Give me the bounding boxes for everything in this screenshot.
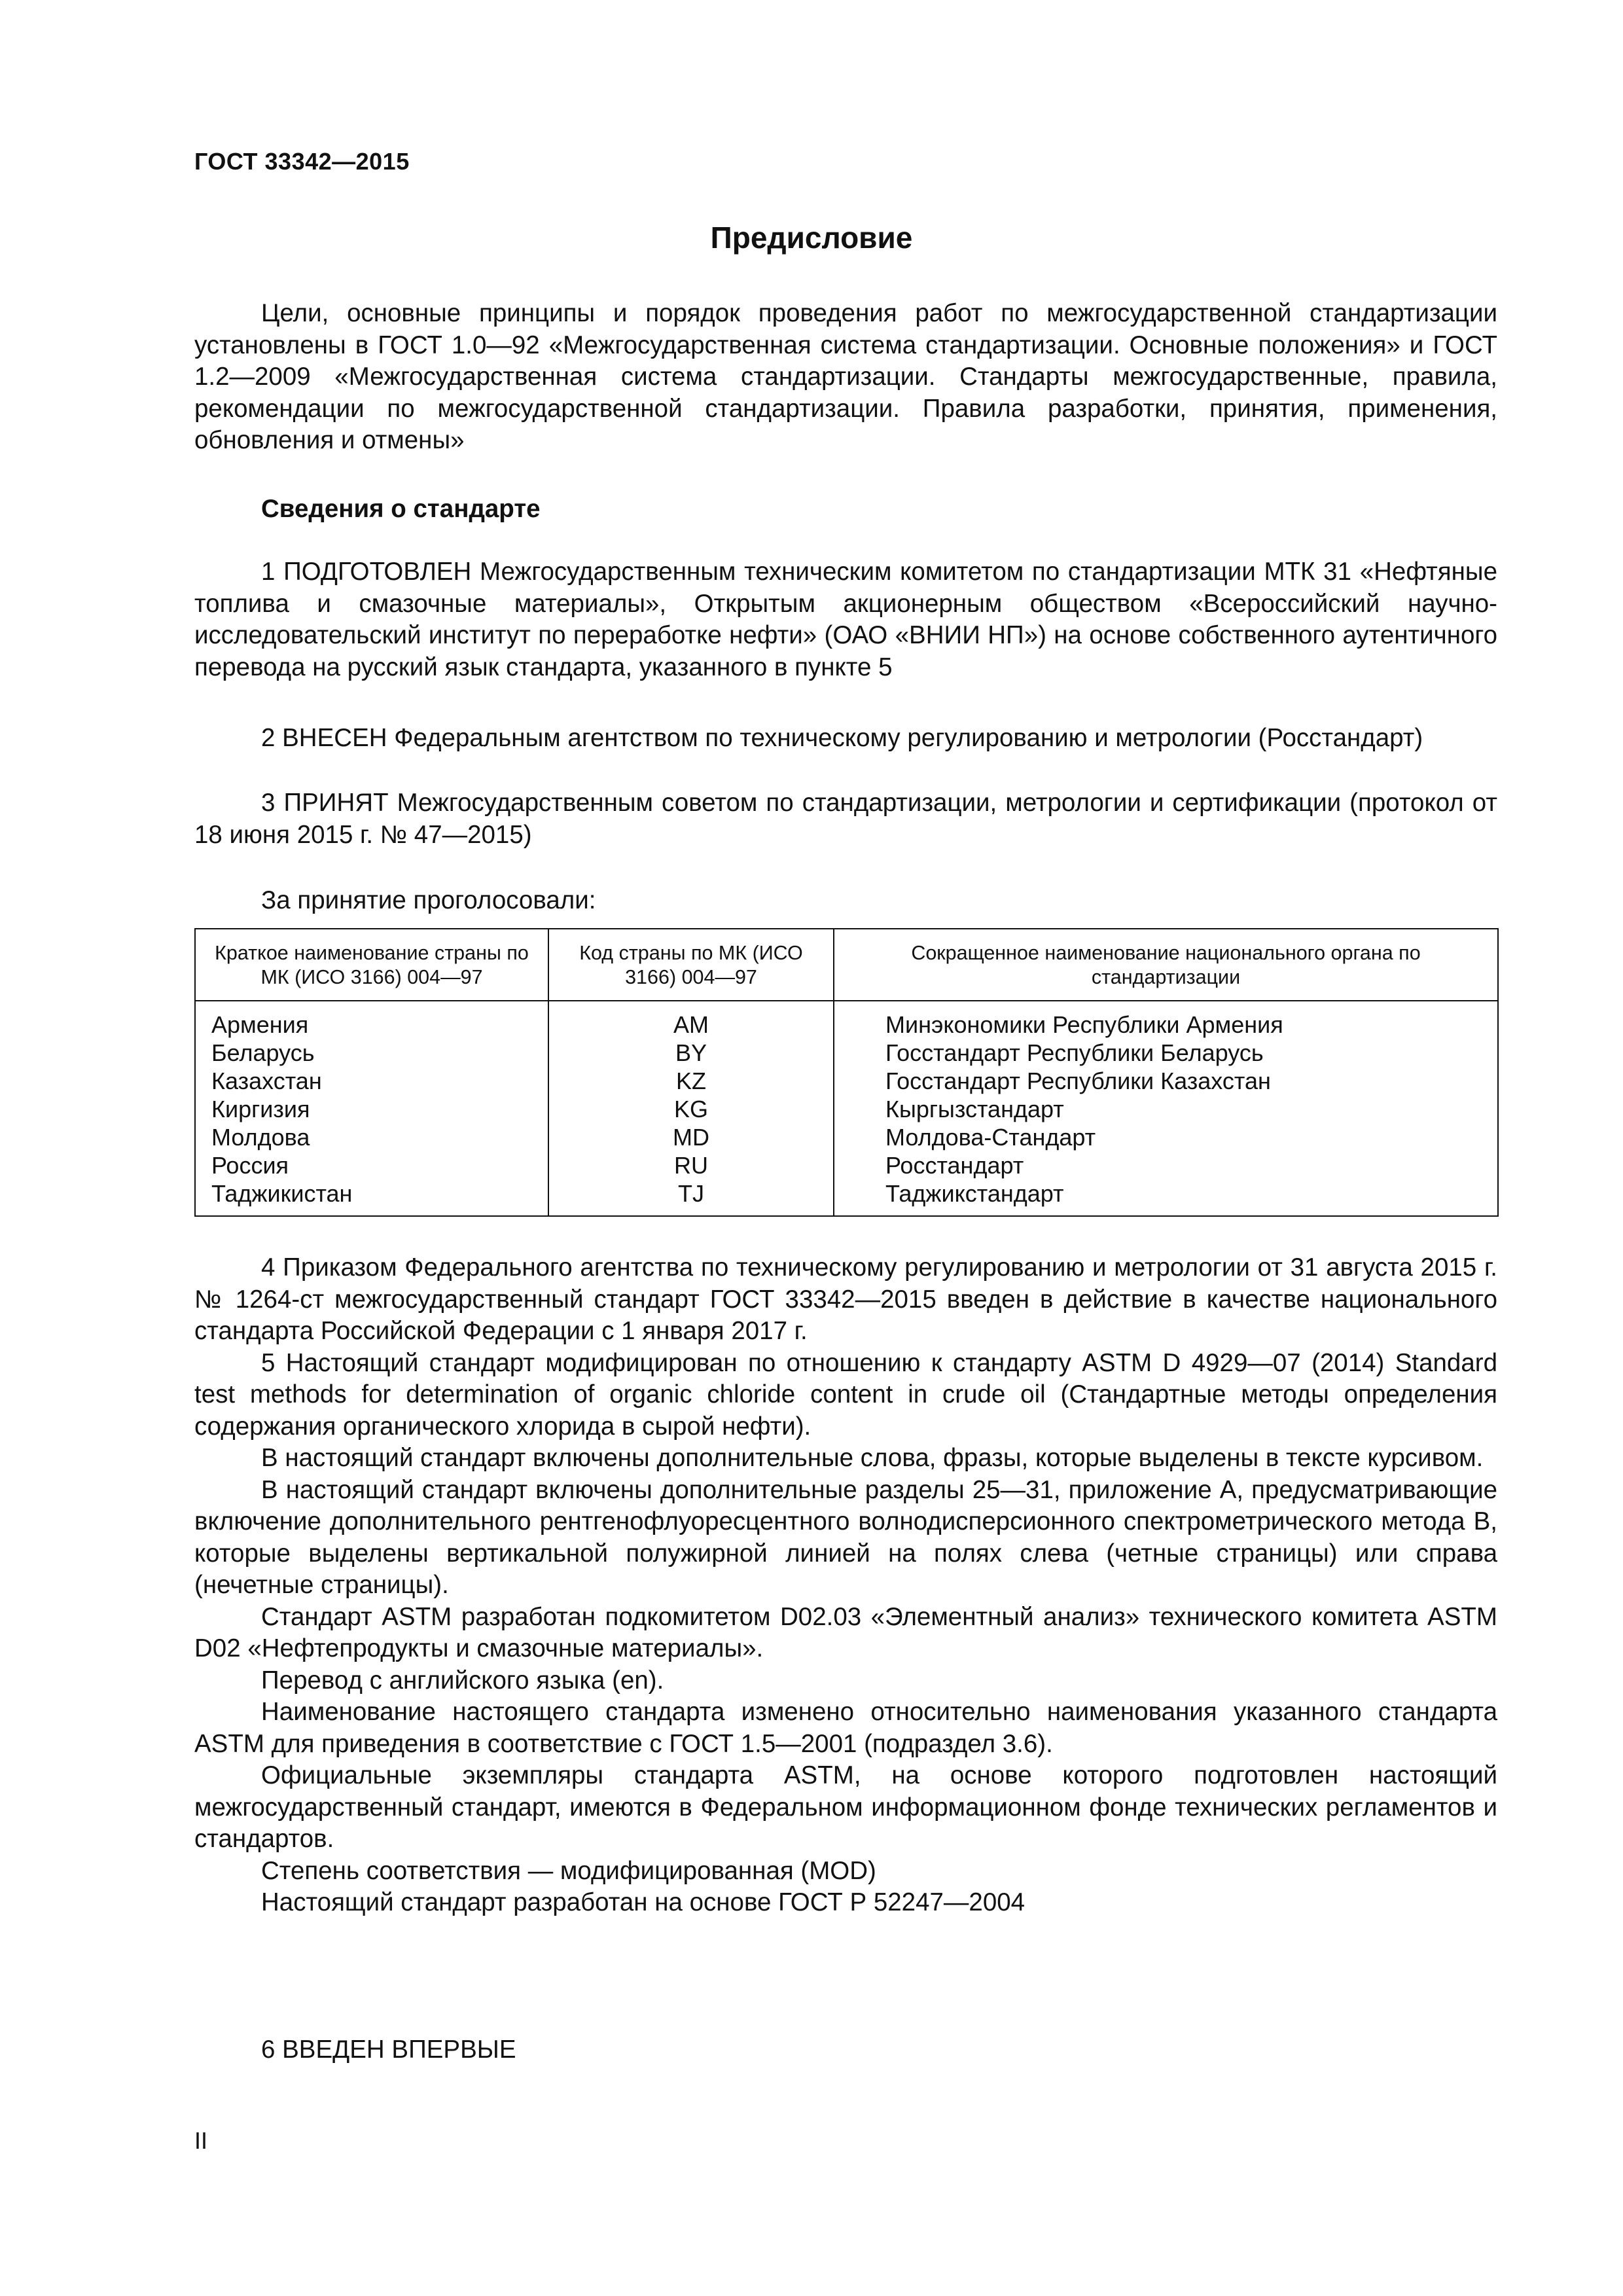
item-1-paragraph: 1 ПОДГОТОВЛЕН Межгосударственным техническим комитетом по стандартизации МТК 31 «Нефтяные топлива и смазочные материалы», Открытым акционерным обществом «Всероссийский научно-исследовательский институт по переработке нефти» (ОАО «ВНИИ НП») на основе собственного аутентичного перевода на русский язык стандарта, указанного в пункте 5	[194, 558, 1497, 681]
vote-intro-text: За принятие проголосовали:	[261, 886, 596, 914]
national-body: Росстандарт	[885, 1152, 1024, 1179]
intro-paragraph: Цели, основные принципы и порядок проведения работ по межгосударственной стандартизации установлены в ГОСТ 1.0—92 «Межгосударственная система стандартизации. Основные положения» и ГОСТ 1.2—2009 «Межгосударственная система стандартизации. Стандарты межгосударственные, правила, рекомендации по межгосударственной стандартизации. Правила разработки, принятия, применения, обновления и отмены»	[194, 299, 1497, 454]
item-2-block	[194, 723, 1497, 755]
header-country-code: Код страны по МК (ИСО 3166) 004—97	[548, 929, 834, 1001]
page-title: Предисловие	[710, 221, 913, 255]
country-name: Молдова	[211, 1124, 310, 1151]
country-name: Таджикистан	[211, 1180, 353, 1207]
table-body-row	[195, 1001, 1498, 1216]
country-codes-cell	[548, 1001, 834, 1216]
section-heading: Сведения о стандарте	[261, 495, 541, 523]
country-name: Киргизия	[211, 1096, 310, 1122]
intro-section	[194, 298, 1497, 457]
header-national-body: Сокращенное наименование национального органа по стандартизации	[834, 929, 1498, 1001]
voting-table	[194, 928, 1499, 1217]
item-2-paragraph: 2 ВНЕСЕН Федеральным агентством по техническому регулированию и метрологии (Росстандарт)	[261, 724, 1423, 752]
later-items-block	[194, 1252, 1497, 1919]
country-code: MD	[673, 1124, 709, 1151]
page-number: II	[194, 2127, 208, 2154]
item-3-block	[194, 787, 1497, 851]
table-header-row	[195, 929, 1498, 1001]
country-names-cell	[195, 1001, 548, 1216]
astm-developed-paragraph: Стандарт ASTM разработан подкомитетом D02.03 «Элементный анализ» технического комитета ASTM D02 «Нефтепродукты и смазочные материалы».	[194, 1602, 1497, 1662]
name-changed-paragraph: Наименование настоящего стандарта изменено относительно наименования указанного стандарта ASTM для приведения в соответствие с ГОСТ 1.5—2001 (подраздел 3.6).	[194, 1698, 1497, 1758]
country-name: Беларусь	[211, 1039, 315, 1066]
country-name: Казахстан	[211, 1067, 322, 1094]
item-6-block	[194, 2034, 1497, 2066]
item-1-block	[194, 556, 1497, 683]
item-5-paragraph: 5 Настоящий стандарт модифицирован по отношению к стандарту ASTM D 4929—07 (2014) Standard test methods for determination of organic chloride content in crude oil (Стандартные методы определения содержания органического хлорида в сырой нефти).	[194, 1348, 1497, 1441]
national-bodies-cell	[834, 1001, 1498, 1216]
basis-paragraph: Настоящий стандарт разработан на основе ГОСТ Р 52247—2004	[261, 1888, 1026, 1916]
country-name: Россия	[211, 1152, 289, 1179]
country-name: Армения	[211, 1011, 309, 1038]
standard-info-heading-block	[194, 493, 1497, 526]
country-code: TJ	[678, 1180, 704, 1207]
national-body: Молдова-Стандарт	[885, 1124, 1096, 1151]
country-code: KG	[673, 1096, 708, 1122]
degree-of-conformity-paragraph: Степень соответствия — модифицированная (MOD)	[261, 1856, 876, 1885]
additional-sections-paragraph: В настоящий стандарт включены дополнительные разделы 25—31, приложение А, предусматривающие включение дополнительного рентгенофлуоресцентного волнодисперсионного спектрометрического метода В, которые выделены вертикальной полужирной линией на полях слева (четные страницы) или справа (нечетные страницы).	[194, 1475, 1497, 1599]
header-country-name: Краткое наименование страны по МК (ИСО 3166) 004—97	[195, 929, 548, 1001]
country-code: BY	[675, 1039, 707, 1066]
item-3-paragraph: 3 ПРИНЯТ Межгосударственным советом по стандартизации, метрологии и сертификации (протокол от 18 июня 2015 г. № 47—2015)	[194, 789, 1497, 849]
country-code: RU	[674, 1152, 708, 1179]
country-code: KZ	[675, 1067, 706, 1094]
national-body: Госстандарт Республики Казахстан	[885, 1067, 1271, 1094]
official-copies-paragraph: Официальные экземпляры стандарта ASTM, на основе которого подготовлен настоящий межгосударственный стандарт, имеются в Федеральном информационном фонде технических регламентов и стандартов.	[194, 1761, 1497, 1853]
document-code-header: ГОСТ 33342—2015	[194, 148, 410, 175]
national-body: Минэкономики Республики Армения	[885, 1011, 1283, 1038]
additional-words-paragraph: В настоящий стандарт включены дополнительные слова, фразы, которые выделены в тексте курсивом.	[261, 1444, 1484, 1472]
national-body: Таджикстандарт	[885, 1180, 1064, 1207]
translation-paragraph: Перевод с английского языка (en).	[261, 1666, 664, 1695]
country-code: AM	[673, 1011, 709, 1038]
item-4-paragraph: 4 Приказом Федерального агентства по техническому регулированию и метрологии от 31 августа 2015 г. № 1264-ст межгосударственный стандарт ГОСТ 33342—2015 введен в действие в качестве национального стандарта Российской Федерации с 1 января 2017 г.	[194, 1253, 1497, 1345]
item-6-paragraph: 6 ВВЕДЕН ВПЕРВЫЕ	[261, 2036, 516, 2064]
national-body: Госстандарт Республики Беларусь	[885, 1039, 1264, 1066]
national-body: Кыргызстандарт	[885, 1096, 1064, 1122]
vote-intro-block	[194, 885, 1497, 917]
